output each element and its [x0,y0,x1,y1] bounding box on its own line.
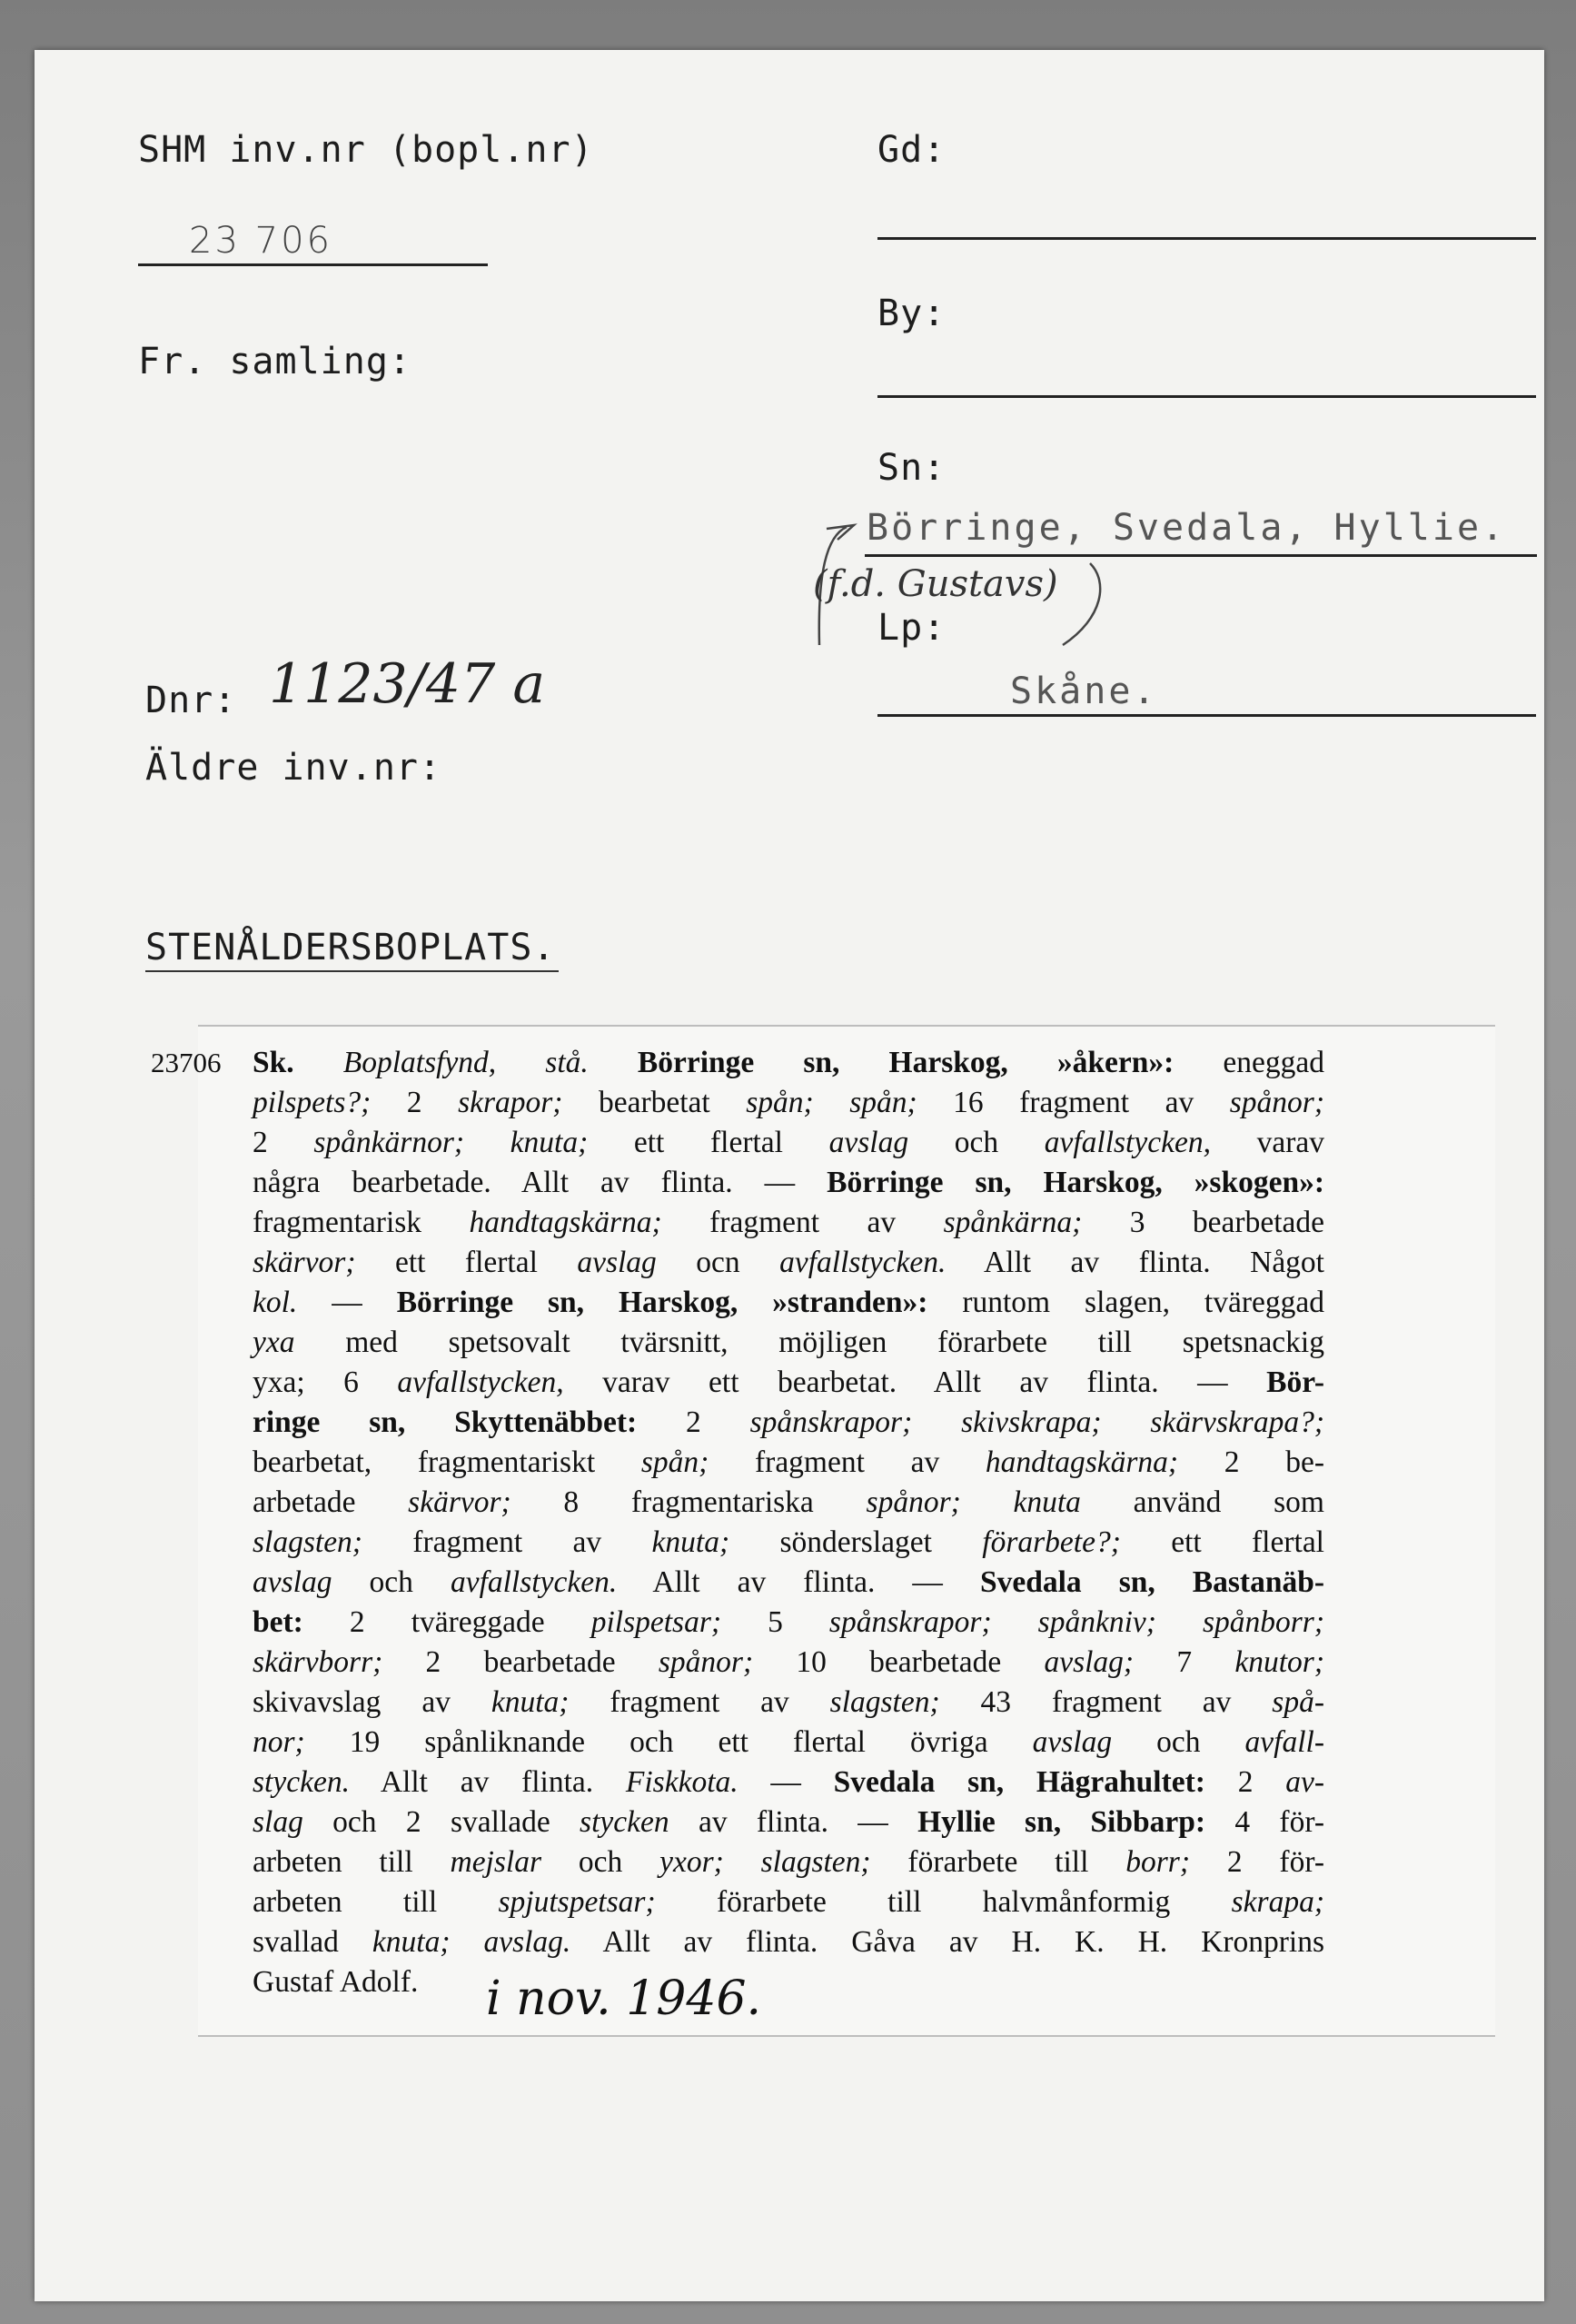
slip-line: fragmentarisk handtagskärna; fragment av spånkärna; 3 bearbetade [253,1206,1324,1239]
slip-inventory-number: 23706 [151,1047,222,1078]
slip-line: skärvor; ett flertal avslag ocn avfallstycken. Allt av flinta. Något [253,1246,1324,1279]
slip-line: 2 spånkärnor; knuta; ett flertal avslag och avfallstycken, varav [253,1126,1324,1159]
slip-line: några bearbetade. Allt av flinta. — Börringe sn, Harskog, »skogen»: [253,1166,1324,1199]
slip-line: Gustaf Adolf. [253,1965,419,1999]
by-underline [877,395,1536,398]
by-label: By: [877,293,947,334]
sn-handwritten-note: (f.d. Gustavs) [813,563,1058,605]
slip-line: avslag och avfallstycken. Allt av flinta. — Svedala sn, Bastanäb- [253,1565,1325,1599]
dnr-handwritten-value: 1123/47 a [269,652,546,716]
slip-line: arbeten till spjutspetsar; förarbete till halvmånformig skrapa; [253,1885,1324,1919]
slip-line: skärvborr; 2 bearbetade spånor; 10 bearbetade avslag; 7 knutor; [253,1645,1324,1679]
slip-line: yxa med spetsovalt tvärsnitt, möjligen förarbete till spetsnackig [253,1326,1324,1359]
slip-description-text [253,1043,1324,2002]
slip-line: yxa; 6 avfallstycken, varav ett bearbetat. Allt av flinta. — Bör- [253,1366,1324,1399]
slip-line: svallad knuta; avslag. Allt av flinta. Gåva av H. K. H. Kronprins [253,1925,1325,1959]
aldre-inv-label: Äldre inv.nr: [145,747,442,789]
slip-line: pilspets?; 2 skrapor; bearbetat spån; spån; 16 fragment av spånor; [253,1086,1324,1119]
slip-line: bet: 2 tväreggade pilspetsar; 5 spånskrapor; spånkniv; spånborr; [253,1605,1324,1639]
inv-label: SHM inv.nr (bopl.nr) [138,129,594,171]
fr-samling-label: Fr. samling: [138,341,411,382]
sn-value: Börringe, Svedala, Hyllie. [867,507,1507,549]
slip-line: arbeten till mejslar och yxor; slagsten; förarbete till borr; 2 för- [253,1845,1324,1879]
lp-value: Skåne. [1010,670,1158,712]
inv-value: 23 706 [189,220,332,262]
slip-line: slagsten; fragment av knuta; sönderslaget förarbete?; ett flertal [253,1525,1324,1559]
sn-label: Sn: [877,447,947,489]
slip-line: ringe sn, Skyttenäbbet: 2 spånskrapor; skivskrapa; skärvskrapa?; [253,1405,1325,1439]
slip-line: slag och 2 svallade stycken av flinta. — Hyllie sn, Sibbarp: 4 för- [253,1805,1324,1839]
inv-value-underline [138,263,488,266]
slip-line: bearbetat, fragmentariskt spån; fragment av handtagskärna; 2 be- [253,1445,1324,1479]
slip-line: stycken. Allt av flinta. Fiskkota. — Svedala sn, Hägrahultet: 2 av- [253,1765,1324,1799]
gd-label: Gd: [877,129,947,171]
slip-line: kol. — Börringe sn, Harskog, »stranden»: runtom slagen, tväreggad [253,1286,1324,1319]
slip-line: skivavslag av knuta; fragment av slagsten; 43 fragment av spå- [253,1685,1324,1719]
site-type-heading: STENÅLDERSBOPLATS. [145,927,556,968]
slip-line: Sk. Boplatsfynd, stå. Börringe sn, Harskog, »åkern»: eneggad [253,1046,1325,1079]
slip-handwritten-date: i nov. 1946. [486,1971,762,2026]
heading-underline [145,970,559,972]
dnr-label: Dnr: [145,680,237,721]
gd-underline [877,237,1536,240]
lp-underline [877,714,1536,717]
slip-line: nor; 19 spånliknande och ett flertal övriga avslag och avfall- [253,1725,1324,1759]
lp-label: Lp: [877,607,947,649]
slip-line: arbetade skärvor; 8 fragmentariska spånor; knuta använd som [253,1485,1324,1519]
